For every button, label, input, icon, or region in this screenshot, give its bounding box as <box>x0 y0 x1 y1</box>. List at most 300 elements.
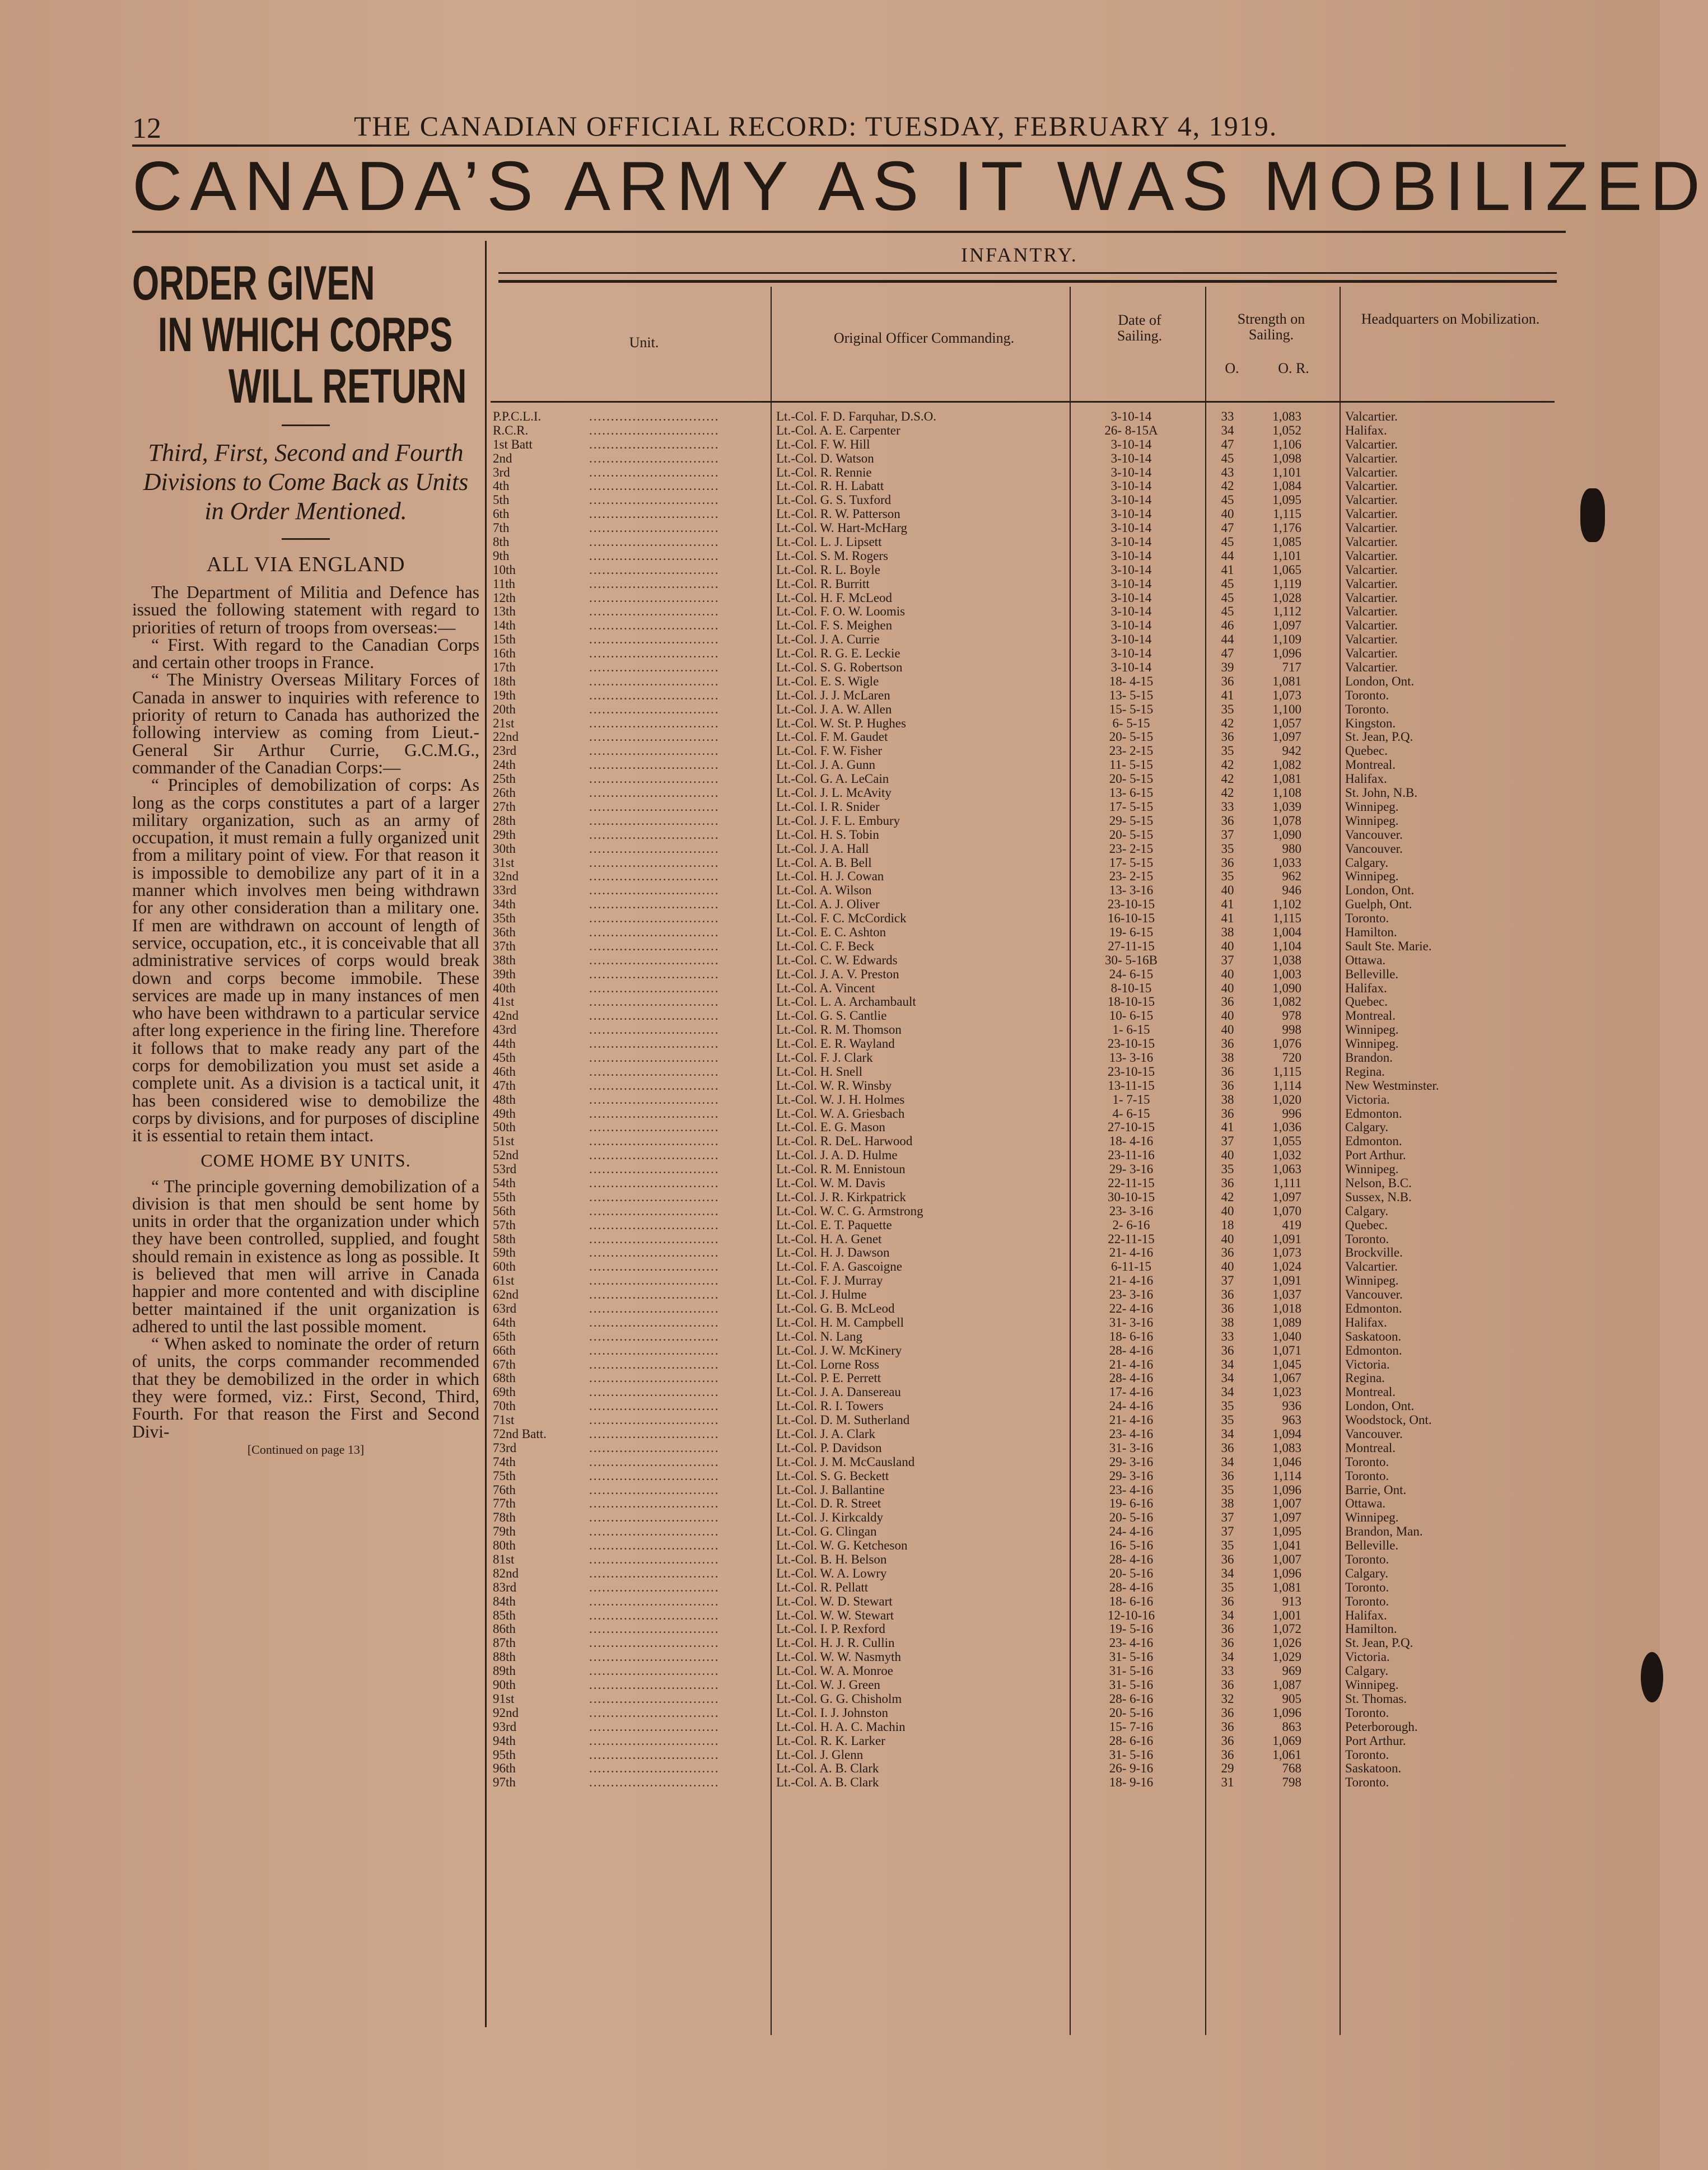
unit-cell: 63rd <box>493 1301 517 1315</box>
headquarters-cell: Calgary. <box>1345 1120 1389 1135</box>
officers-count-cell: 36 <box>1221 1678 1234 1692</box>
headquarters-cell: Quebec. <box>1345 744 1388 758</box>
headquarters-cell: Valcartier. <box>1345 493 1398 507</box>
officers-count-cell: 40 <box>1221 1259 1234 1274</box>
other-ranks-cell: 1,115 <box>1273 911 1301 926</box>
headquarters-cell: Toronto. <box>1345 911 1389 926</box>
date-cell: 28- 6-16 <box>1109 1691 1154 1706</box>
unit-cell: 72nd Batt. <box>493 1427 547 1441</box>
officers-count-cell: 38 <box>1221 925 1234 939</box>
headquarters-cell: Winnipeg. <box>1345 1510 1399 1525</box>
date-cell: 23- 2-15 <box>1109 841 1154 856</box>
subhead: COME HOME BY UNITS. <box>200 1150 411 1170</box>
leader-dots: .............................. <box>589 911 720 926</box>
headquarters-cell: Halifax. <box>1345 1315 1387 1329</box>
officers-count-cell: 32 <box>1221 1691 1234 1706</box>
date-cell: 23- 2-15 <box>1109 744 1154 758</box>
unit-cell: 50th <box>493 1120 516 1135</box>
leader-dots: .............................. <box>589 939 720 953</box>
unit-cell: 47th <box>493 1078 516 1093</box>
leader-dots: .............................. <box>589 967 720 981</box>
date-cell: 28- 4-16 <box>1109 1552 1154 1567</box>
headquarters-cell: Halifax. <box>1345 1608 1387 1622</box>
other-ranks-cell: 1,097 <box>1272 618 1301 633</box>
unit-cell: 7th <box>493 521 510 535</box>
table-row <box>491 730 1555 744</box>
other-ranks-cell: 1,078 <box>1272 813 1301 828</box>
officers-count-cell: 37 <box>1221 1273 1234 1288</box>
officer-cell: Lt.-Col. A. Wilson <box>776 883 872 898</box>
date-cell: 28- 4-16 <box>1109 1343 1154 1357</box>
officers-count-cell: 36 <box>1221 1064 1234 1079</box>
leader-dots: .............................. <box>589 1538 720 1553</box>
date-cell: 27-10-15 <box>1107 1120 1155 1135</box>
date-cell: 3-10-14 <box>1110 590 1152 605</box>
unit-cell: 26th <box>493 786 516 800</box>
other-ranks-cell: 863 <box>1282 1719 1301 1734</box>
other-ranks-cell: 1,087 <box>1272 1678 1301 1692</box>
leader-dots: .............................. <box>589 897 720 912</box>
officers-count-cell: 35 <box>1221 841 1234 856</box>
headquarters-cell: St. John, N.B. <box>1345 786 1418 800</box>
leader-dots: .............................. <box>589 995 720 1009</box>
date-cell: 18-10-15 <box>1107 995 1155 1009</box>
table-row <box>491 1553 1555 1567</box>
unit-cell: 20th <box>493 702 516 716</box>
other-ranks-cell: 720 <box>1282 1050 1301 1065</box>
officers-count-cell: 36 <box>1221 995 1234 1009</box>
date-cell: 3-10-14 <box>1110 479 1152 493</box>
unit-cell: 89th <box>493 1664 516 1678</box>
officer-cell: Lt.-Col. B. H. Belson <box>776 1552 887 1567</box>
officers-count-cell: 35 <box>1221 744 1234 758</box>
officers-count-cell: 34 <box>1221 1608 1234 1622</box>
unit-cell: 2nd <box>493 451 512 465</box>
officers-count-cell: 40 <box>1221 967 1234 981</box>
leader-dots: .............................. <box>589 1440 720 1455</box>
unit-cell: 9th <box>493 548 510 563</box>
headquarters-cell: Toronto. <box>1345 1775 1389 1790</box>
leader-dots: .............................. <box>589 521 720 535</box>
date-cell: 17- 4-16 <box>1109 1385 1154 1399</box>
headquarters-cell: Brandon. <box>1345 1050 1393 1065</box>
other-ranks-cell: 1,032 <box>1272 1148 1301 1163</box>
leader-dots: .............................. <box>589 590 720 605</box>
officer-cell: Lt.-Col. W. J. Green <box>776 1678 880 1692</box>
headquarters-cell: Regina. <box>1345 1064 1385 1079</box>
officers-count-cell: 18 <box>1221 1217 1234 1232</box>
officers-count-cell: 36 <box>1221 1552 1234 1567</box>
other-ranks-cell: 1,055 <box>1272 1134 1301 1149</box>
date-cell: 3-10-14 <box>1110 409 1152 423</box>
officers-count-cell: 38 <box>1221 1496 1234 1511</box>
unit-cell: 39th <box>493 967 516 981</box>
col-header-date: Date of Sailing. <box>1117 312 1163 344</box>
date-cell: 20- 5-15 <box>1109 730 1154 744</box>
date-cell: 20- 5-15 <box>1109 827 1154 842</box>
unit-cell: 93rd <box>493 1719 517 1734</box>
unit-cell: 69th <box>493 1385 516 1399</box>
date-cell: 26- 8-15A <box>1104 423 1158 437</box>
officers-count-cell: 34 <box>1221 1454 1234 1469</box>
date-cell: 17- 5-15 <box>1109 855 1154 870</box>
leader-dots: .............................. <box>589 758 720 772</box>
leader-dots: .............................. <box>589 1371 720 1385</box>
leader-dots: .............................. <box>589 1650 720 1664</box>
table-row <box>491 1135 1555 1149</box>
date-cell: 23-10-15 <box>1107 1037 1155 1051</box>
unit-cell: 24th <box>493 758 516 772</box>
date-cell: 3-10-14 <box>1110 576 1152 591</box>
table-row <box>491 1093 1555 1107</box>
leader-dots: .............................. <box>589 688 720 702</box>
unit-cell: 11th <box>493 576 516 591</box>
unit-cell: 82nd <box>493 1566 519 1580</box>
headquarters-cell: Valcartier. <box>1345 548 1398 563</box>
officers-count-cell: 42 <box>1221 716 1234 730</box>
leader-dots: .............................. <box>589 479 720 493</box>
leader-dots: .............................. <box>589 1162 720 1177</box>
leader-dots: .............................. <box>589 1092 720 1107</box>
other-ranks-cell: 1,007 <box>1272 1496 1301 1511</box>
other-ranks-cell: 798 <box>1282 1775 1301 1790</box>
other-ranks-cell: 1,040 <box>1272 1329 1301 1343</box>
headquarters-cell: Valcartier. <box>1345 604 1398 619</box>
officers-count-cell: 31 <box>1221 1775 1234 1790</box>
continuation-note: [Continued on page 13] <box>247 1442 365 1457</box>
officers-count-cell: 33 <box>1221 1664 1234 1678</box>
other-ranks-cell: 1,039 <box>1272 799 1301 814</box>
date-cell: 3-10-14 <box>1110 548 1152 563</box>
table-row <box>491 912 1555 926</box>
other-ranks-cell: 969 <box>1282 1664 1301 1678</box>
table-row <box>491 1525 1555 1539</box>
leader-dots: .............................. <box>589 1329 720 1343</box>
page-number: 12 <box>132 113 161 144</box>
other-ranks-cell: 1,095 <box>1272 1524 1301 1539</box>
leader-dots: .............................. <box>589 1719 720 1734</box>
other-ranks-cell: 1,028 <box>1272 590 1301 605</box>
other-ranks-cell: 946 <box>1282 883 1301 898</box>
headquarters-cell: Toronto. <box>1345 1552 1389 1567</box>
officers-count-cell: 36 <box>1221 1440 1234 1455</box>
table-row <box>491 758 1555 772</box>
table-row <box>491 1497 1555 1511</box>
headquarters-cell: Valcartier. <box>1345 618 1398 633</box>
officer-cell: Lt.-Col. G. B. McLeod <box>776 1301 895 1315</box>
leader-dots: .............................. <box>589 646 720 661</box>
table-row <box>491 493 1555 507</box>
table-row <box>491 954 1555 968</box>
headquarters-cell: Toronto. <box>1345 1705 1389 1720</box>
officers-count-cell: 36 <box>1221 1705 1234 1720</box>
date-cell: 31- 5-16 <box>1109 1650 1154 1664</box>
officer-cell: Lt.-Col. J. Hulme <box>776 1287 867 1302</box>
paragraph: “ Principles of demobilization of corps: As long as the corps constitutes a part of a larger military organization, such as an army of occupation, it must remain a fully organized unit from a military point of view. For that reason it is impossible to demobilize any part of it in a manner which involves men being withdrawn for any other consideration than a military one. If men are withdrawn on account of length of service, occupation, etc., it is conceivable that all administrative services of corps would break down and corps become immobile. These services are made up in many instances of men who have been withdrawn to a particular service after long experience in the firing line. Therefore it follows that to make ready any part of the corps for demobilization you must set aside a complete unit. As a division is a tactical unit, it has been considered wise to demobilize the corps by divisions, and for purposes of discipline it is essential to retain them intact. <box>132 775 479 1146</box>
officer-cell: Lt.-Col. W. D. Stewart <box>776 1594 893 1608</box>
officers-count-cell: 36 <box>1221 1037 1234 1051</box>
other-ranks-cell: 1,089 <box>1272 1315 1301 1329</box>
table-row <box>491 1107 1555 1121</box>
date-cell: 15- 7-16 <box>1109 1719 1154 1734</box>
headquarters-cell: St. Jean, P.Q. <box>1345 730 1413 744</box>
subhead: ALL VIA ENGLAND <box>206 553 405 576</box>
officer-cell: Lt.-Col. J. A. Dansereau <box>776 1385 901 1399</box>
table-row <box>491 1205 1555 1219</box>
leader-dots: .............................. <box>589 1148 720 1163</box>
unit-cell: 41st <box>493 995 515 1009</box>
officer-cell: Lt.-Col. J. A. D. Hulme <box>776 1148 898 1163</box>
officers-count-cell: 36 <box>1221 1733 1234 1748</box>
table-row <box>491 898 1555 912</box>
headquarters-cell: St. Thomas. <box>1345 1691 1407 1706</box>
leader-dots: .............................. <box>589 1733 720 1748</box>
table-row <box>491 828 1555 842</box>
unit-cell: 90th <box>493 1678 516 1692</box>
leader-dots: .............................. <box>589 925 720 939</box>
officer-cell: Lt.-Col. J. A. Currie <box>776 632 880 647</box>
date-cell: 31- 3-16 <box>1109 1315 1154 1329</box>
leader-dots: .............................. <box>589 604 720 619</box>
officer-cell: Lt.-Col. W. J. H. Holmes <box>776 1092 905 1107</box>
officer-cell: Lt.-Col. W. A. Monroe <box>776 1664 893 1678</box>
headquarters-cell: Valcartier. <box>1345 479 1398 493</box>
leader-dots: .............................. <box>589 1301 720 1315</box>
headquarters-cell: Valcartier. <box>1345 562 1398 577</box>
unit-cell: 31st <box>493 855 515 870</box>
leader-dots: .............................. <box>589 1664 720 1678</box>
paragraph: “ First. With regard to the Canadian Corps and certain other troops in France. <box>132 634 479 673</box>
officers-count-cell: 40 <box>1221 883 1234 898</box>
other-ranks-cell: 1,081 <box>1272 772 1301 786</box>
table-row <box>491 1762 1555 1776</box>
other-ranks-cell: 1,065 <box>1272 562 1301 577</box>
leader-dots: .............................. <box>589 632 720 647</box>
headquarters-cell: Edmonton. <box>1345 1134 1402 1149</box>
unit-cell: 49th <box>493 1106 516 1121</box>
other-ranks-cell: 1,097 <box>1272 1510 1301 1525</box>
table-row <box>491 521 1555 535</box>
officers-count-cell: 35 <box>1221 1482 1234 1497</box>
leader-dots: .............................. <box>589 702 720 716</box>
other-ranks-cell: 1,007 <box>1272 1552 1301 1567</box>
headquarters-cell: Halifax. <box>1345 772 1387 786</box>
officer-cell: Lt.-Col. W. St. P. Hughes <box>776 716 906 730</box>
date-cell: 22- 4-16 <box>1109 1301 1154 1315</box>
date-cell: 19- 5-16 <box>1109 1622 1154 1636</box>
officers-count-cell: 37 <box>1221 1510 1234 1525</box>
date-cell: 21- 4-16 <box>1109 1357 1154 1371</box>
officers-count-cell: 36 <box>1221 1245 1234 1260</box>
unit-cell: 78th <box>493 1510 516 1525</box>
headquarters-cell: Valcartier. <box>1345 521 1398 535</box>
leader-dots: .............................. <box>589 451 720 465</box>
headquarters-cell: Victoria. <box>1345 1092 1390 1107</box>
other-ranks-cell: 1,084 <box>1272 479 1301 493</box>
officer-cell: Lt.-Col. R. G. E. Leckie <box>776 646 900 661</box>
leader-dots: .............................. <box>589 1691 720 1706</box>
table-row <box>491 1678 1555 1692</box>
unit-cell: P.P.C.L.I. <box>493 409 542 423</box>
officer-cell: Lt.-Col. W. Hart-McHarg <box>776 521 908 535</box>
date-cell: 18- 6-16 <box>1109 1329 1154 1343</box>
headquarters-cell: Ottawa. <box>1345 1496 1386 1511</box>
leader-dots: .............................. <box>589 799 720 814</box>
officers-count-cell: 47 <box>1221 646 1234 661</box>
headquarters-cell: Winnipeg. <box>1345 1037 1399 1051</box>
table-row <box>491 1692 1555 1706</box>
table-row <box>491 1037 1555 1051</box>
table-row <box>491 1121 1555 1135</box>
leader-dots: .............................. <box>589 1357 720 1371</box>
table-row <box>491 1636 1555 1650</box>
unit-cell: 18th <box>493 674 516 688</box>
date-cell: 24- 6-15 <box>1109 967 1154 981</box>
officer-cell: Lt.-Col. R. H. Labatt <box>776 479 884 493</box>
officer-cell: Lt.-Col. G. Clingan <box>776 1524 877 1539</box>
unit-cell: 19th <box>493 688 516 702</box>
officers-count-cell: 37 <box>1221 1134 1234 1149</box>
headquarters-cell: Winnipeg. <box>1345 1162 1399 1177</box>
other-ranks-cell: 1,098 <box>1272 451 1301 465</box>
leader-dots: .............................. <box>589 618 720 633</box>
officer-cell: Lt.-Col. A. B. Bell <box>776 855 872 870</box>
unit-cell: 64th <box>493 1315 516 1329</box>
officer-cell: Lt.-Col. A. E. Carpenter <box>776 423 900 437</box>
other-ranks-cell: 978 <box>1282 1009 1301 1023</box>
table-row <box>491 1706 1555 1720</box>
leader-dots: .............................. <box>589 813 720 828</box>
officers-count-cell: 33 <box>1221 799 1234 814</box>
leader-dots: .............................. <box>589 869 720 884</box>
unit-cell: 85th <box>493 1608 516 1622</box>
date-cell: 29- 3-16 <box>1109 1162 1154 1177</box>
headquarters-cell: London, Ont. <box>1345 1399 1415 1413</box>
other-ranks-cell: 996 <box>1282 1106 1301 1121</box>
officers-count-cell: 33 <box>1221 409 1234 423</box>
officers-count-cell: 34 <box>1221 423 1234 437</box>
officer-cell: Lt.-Col. I. P. Rexford <box>776 1622 885 1636</box>
unit-cell: 61st <box>493 1273 515 1288</box>
unit-cell: 84th <box>493 1594 516 1608</box>
headquarters-cell: Halifax. <box>1345 423 1387 437</box>
headquarters-cell: Montreal. <box>1345 1009 1396 1023</box>
officer-cell: Lt.-Col. J. J. McLaren <box>776 688 890 702</box>
date-cell: 3-10-14 <box>1110 507 1152 521</box>
officer-cell: Lt.-Col. H. J. R. Cullin <box>776 1636 895 1650</box>
officer-cell: Lt.-Col. D. R. Street <box>776 1496 881 1511</box>
date-cell: 21- 4-16 <box>1109 1245 1154 1260</box>
other-ranks-cell: 1,114 <box>1273 1468 1301 1483</box>
officer-cell: Lt.-Col. Lorne Ross <box>776 1357 879 1371</box>
other-ranks-cell: 1,101 <box>1272 465 1301 479</box>
date-cell: 23- 3-16 <box>1109 1287 1154 1302</box>
unit-cell: 45th <box>493 1050 516 1065</box>
table-row <box>491 1720 1555 1734</box>
other-ranks-cell: 1,097 <box>1272 1189 1301 1204</box>
headquarters-cell: Toronto. <box>1345 1580 1389 1594</box>
officer-cell: Lt.-Col. L. A. Archambault <box>776 995 916 1009</box>
officer-cell: Lt.-Col. S. G. Robertson <box>776 660 903 675</box>
other-ranks-cell: 1,052 <box>1272 423 1301 437</box>
table-rule <box>491 401 1555 403</box>
headquarters-cell: Sault Ste. Marie. <box>1345 939 1432 953</box>
unit-cell: 77th <box>493 1496 516 1511</box>
date-cell: 13-11-15 <box>1108 1078 1155 1093</box>
other-ranks-cell: 1,085 <box>1272 535 1301 549</box>
officer-cell: Lt.-Col. R. I. Towers <box>776 1399 884 1413</box>
officers-count-cell: 37 <box>1221 827 1234 842</box>
leader-dots: .............................. <box>589 1496 720 1511</box>
date-cell: 11- 5-15 <box>1109 758 1153 772</box>
col-header-strength-or: O. R. <box>1278 360 1309 376</box>
officers-count-cell: 36 <box>1221 813 1234 828</box>
other-ranks-cell: 1,119 <box>1273 576 1301 591</box>
officers-count-cell: 40 <box>1221 1203 1234 1218</box>
separator <box>282 538 330 540</box>
headquarters-cell: Belleville. <box>1345 967 1399 981</box>
officer-cell: Lt.-Col. J. R. Kirkpatrick <box>776 1189 906 1204</box>
officers-count-cell: 37 <box>1221 953 1234 967</box>
officers-count-cell: 36 <box>1221 1594 1234 1608</box>
leader-dots: .............................. <box>589 1078 720 1093</box>
leader-dots: .............................. <box>589 744 720 758</box>
other-ranks-cell: 980 <box>1282 841 1301 856</box>
table-row <box>491 1358 1555 1372</box>
headline-line-3: WILL RETURN <box>228 360 467 413</box>
other-ranks-cell: 1,046 <box>1272 1454 1301 1469</box>
table-row <box>491 563 1555 577</box>
table-row <box>491 1023 1555 1037</box>
other-ranks-cell: 1,069 <box>1272 1733 1301 1748</box>
officers-count-cell: 36 <box>1221 1078 1234 1093</box>
other-ranks-cell: 1,003 <box>1272 967 1301 981</box>
date-cell: 31- 5-16 <box>1109 1678 1154 1692</box>
unit-cell: 65th <box>493 1329 516 1343</box>
table-row <box>491 1748 1555 1762</box>
leader-dots: .............................. <box>589 1287 720 1302</box>
other-ranks-cell: 1,023 <box>1272 1385 1301 1399</box>
officers-count-cell: 47 <box>1221 437 1234 451</box>
table-row <box>491 1483 1555 1497</box>
date-cell: 3-10-14 <box>1110 646 1152 661</box>
headquarters-cell: Hamilton. <box>1345 1622 1397 1636</box>
leader-dots: .............................. <box>589 1636 720 1650</box>
leader-dots: .............................. <box>589 1273 720 1288</box>
date-cell: 21- 4-16 <box>1109 1273 1154 1288</box>
other-ranks-cell: 1,108 <box>1272 786 1301 800</box>
headquarters-cell: Winnipeg. <box>1345 869 1399 884</box>
other-ranks-cell: 419 <box>1282 1217 1301 1232</box>
headquarters-cell: Nelson, B.C. <box>1345 1175 1412 1190</box>
leader-dots: .............................. <box>589 730 720 744</box>
other-ranks-cell: 1,033 <box>1272 855 1301 870</box>
paragraph: “ When asked to nominate the order of return of units, the corps commander recommended that they be demobilized in the order in which they were formed, viz.: First, Second, Third, Fourth. For that reason the First and Second Divi- <box>132 1334 479 1441</box>
leader-dots: .............................. <box>589 1608 720 1622</box>
officers-count-cell: 34 <box>1221 1385 1234 1399</box>
officer-cell: Lt.-Col. F. A. Gascoigne <box>776 1259 902 1274</box>
table-row <box>491 689 1555 703</box>
unit-cell: 58th <box>493 1231 516 1246</box>
date-cell: 27-11-15 <box>1108 939 1155 953</box>
table-row <box>491 870 1555 884</box>
officers-count-cell: 36 <box>1221 1636 1234 1650</box>
officer-cell: Lt.-Col. I. R. Snider <box>776 799 880 814</box>
officers-count-cell: 40 <box>1221 981 1234 995</box>
date-cell: 22-11-15 <box>1108 1231 1155 1246</box>
other-ranks-cell: 1,041 <box>1272 1538 1301 1553</box>
leader-dots: .............................. <box>589 1747 720 1762</box>
